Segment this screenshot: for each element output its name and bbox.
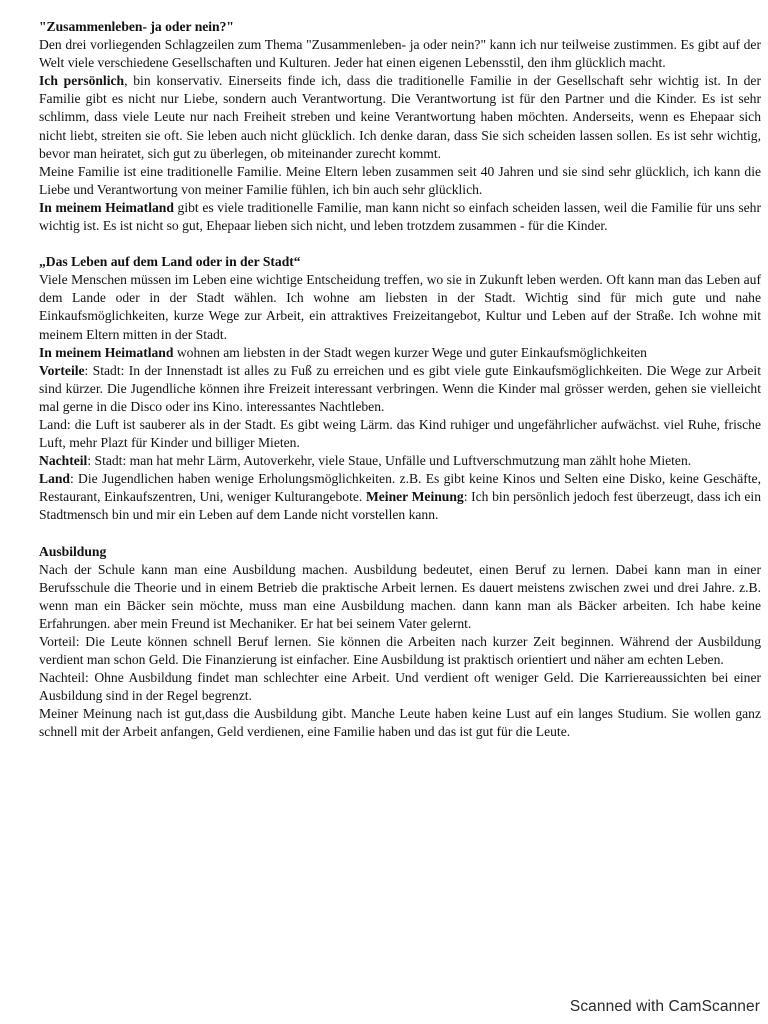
paragraph: Nachteil: Ohne Ausbildung findet man schlechter eine Arbeit. Und verdient oft weniger Geld. Die Karriereaussichten bei einer Ausbildung sind in der Regel begrenzt. [39, 670, 761, 704]
bold-phrase: In meinem Heimatland [39, 344, 174, 360]
section-spacer [39, 235, 761, 253]
paragraph: Vorteil: Die Leute können schnell Beruf lernen. Sie können die Arbeiten nach kurzer Zeit beginnen. Während der Ausbildung verdient man schon Geld. Die Finanzierung ist einfacher. Eine Ausbildung ist praktisch orientiert und näher am echten Leben. [39, 634, 761, 668]
document-page [39, 18, 761, 742]
paragraph: Meine Familie ist eine traditionelle Familie. Meine Eltern leben zusammen seit 40 Jahren und sie sind sehr glücklich, ich kann die Liebe und Verantwortung von meiner Familie fühlen, ich bin auch sehr glücklich. [39, 163, 761, 197]
bold-phrase: Nachteil [39, 453, 88, 469]
section-land-stadt [39, 253, 761, 524]
paragraph: Meiner Meinung nach ist gut,dass die Ausbildung gibt. Manche Leute haben keine Lust auf ein langes Studium. Sie wollen ganz schnell mit der Arbeit anfangen, Geld verdienen, eine Familie haben und das ist gut für die Leute. [39, 706, 761, 740]
section-ausbildung [39, 543, 761, 742]
bold-phrase: Ich persönlich [39, 73, 125, 89]
camscanner-watermark: Scanned with CamScanner [569, 998, 760, 1015]
paragraph-text: : Stadt: man hat mehr Lärm, Autoverkehr, viele Staue, Unfälle und Luftverschmutzung man zählt hohe Mieten. [87, 453, 692, 469]
paragraph-text: gibt es viele traditionelle Familie, man kann nicht so einfach scheiden lassen, weil die Familie für uns sehr wichtig ist. Es ist nicht so gut, Ehepaar lieben sich nicht, und leben trotzdem zusammen - für die Kinder. [39, 199, 761, 234]
paragraph-text: : Die Jugendlichen haben wenige Erholungsmöglichkeiten. z.B. Es gibt keine Kinos und Selten eine Disko, keine Geschäfte, Restaurant, Einkaufszentren, Uni, weniger Kulturangebote. [39, 471, 761, 505]
bold-phrase: In meinem Heimatland [39, 199, 174, 215]
bold-phrase: Vorteile [39, 362, 85, 378]
paragraph-text: : Stadt: In der Innenstadt ist alles zu Fuß zu erreichen und es gibt viele gute Einkaufsmöglichkeiten. Die Wege zur Arbeit sind kürzer. Die Jugendliche können ihre Freizeit interessant verbringen. Wenn die Kinder mal grösser werden, gehen sie vielleicht mal gerne in die Disco oder ins Kino. interessantes Nachtleben. [39, 362, 761, 414]
paragraph [39, 470, 761, 524]
paragraph-text: : Ich bin persönlich jedoch fest überzeugt, dass ich ein Stadtmensch bin und mir ein Leben auf dem Lande nicht vorstellen kann. [39, 489, 762, 523]
paragraph: Land: die Luft ist sauberer als in der Stadt. Es gibt weing Lärm. das Kind ruhiger und ungefährlicher aufwächst. viel Ruhe, frische Luft, mehr Plazt für Kinder und billiger Mieten. [39, 416, 761, 451]
paragraph-text: wohnen am liebsten in der Stadt wegen kurzer Wege und guter Einkaufsmöglichkeiten [173, 344, 647, 360]
section-zusammenleben [39, 18, 761, 235]
paragraph-text: , bin konservativ. Einerseits finde ich, dass die traditionelle Familie in der Gesellschaft sehr wichtig ist. In der Familie gibt es nicht nur Liebe, sondern auch Verantwortung. Die Verantwortung ist für den Partner und die Kinder. Es ist sehr schlimm, dass viele Leute nur nach Freiheit streben und keine Verantwortung haben möchten. Anderseits, wenn es Ehepaar sich nicht liebt, streiten sie oft. Sie leben auch nicht glücklich. Ich denke daran, dass Sie sich scheiden lassen sollen. Es ist sehr wichtig, bevor man heiratet, sich gut zu überlegen, ob miteinander zurecht kommt. [39, 73, 761, 161]
paragraph [39, 452, 761, 470]
paragraph: Nach der Schule kann man eine Ausbildung machen. Ausbildung bedeutet, einen Beruf zu lernen. Dabei kann man in einer Berufsschule die Theorie und in einem Betrieb die praktische Arbeit lernen. Es dauert meistens zwischen zwei und drei Jahre. z.B. wenn man ein Bäcker sein möchte, muss man eine Ausbildung machen. dann kann man als Bäcker arbeiten. Ich habe keine Erfahrungen. aber mein Freund ist Mechaniker. Er hat bei seinem Vater gelernt. [39, 561, 761, 631]
paragraph [39, 344, 761, 362]
section-title: „Das Leben auf dem Land oder in der Stadt“ [39, 254, 301, 270]
paragraph [39, 199, 761, 235]
bold-phrase: Meiner Meinung [365, 489, 464, 505]
section-title: "Zusammenleben- ja oder nein?" [39, 19, 234, 34]
paragraph: Viele Menschen müssen im Leben eine wichtige Entscheidung treffen, wo sie in Zukunft leben werden. Oft kann man das Leben auf dem Lande oder in der Stadt wählen. Ich wohne am liebsten in der Stadt. Wichtig sind für mich gute und nahe Einkaufsmöglichkeiten, kurze Wege zur Arbeit, ein attraktives Freizeitangebot, Kultur und Leben auf der Straße. Ich wohne mit meinem Eltern mitten in der Stadt. [39, 272, 761, 342]
paragraph [39, 72, 761, 162]
section-spacer [39, 525, 761, 543]
bold-phrase: Land [39, 471, 70, 487]
paragraph: Den drei vorliegenden Schlagzeilen zum Thema "Zusammenleben- ja oder nein?" kann ich nur teilweise zustimmen. Es gibt auf der Welt viele verschiedene Gesellschaften und Kulturen. Jeder hat einen eigenen Lebensstil, den ihm glücklich macht. [39, 37, 761, 71]
section-title: Ausbildung [39, 543, 107, 559]
paragraph [39, 362, 761, 416]
